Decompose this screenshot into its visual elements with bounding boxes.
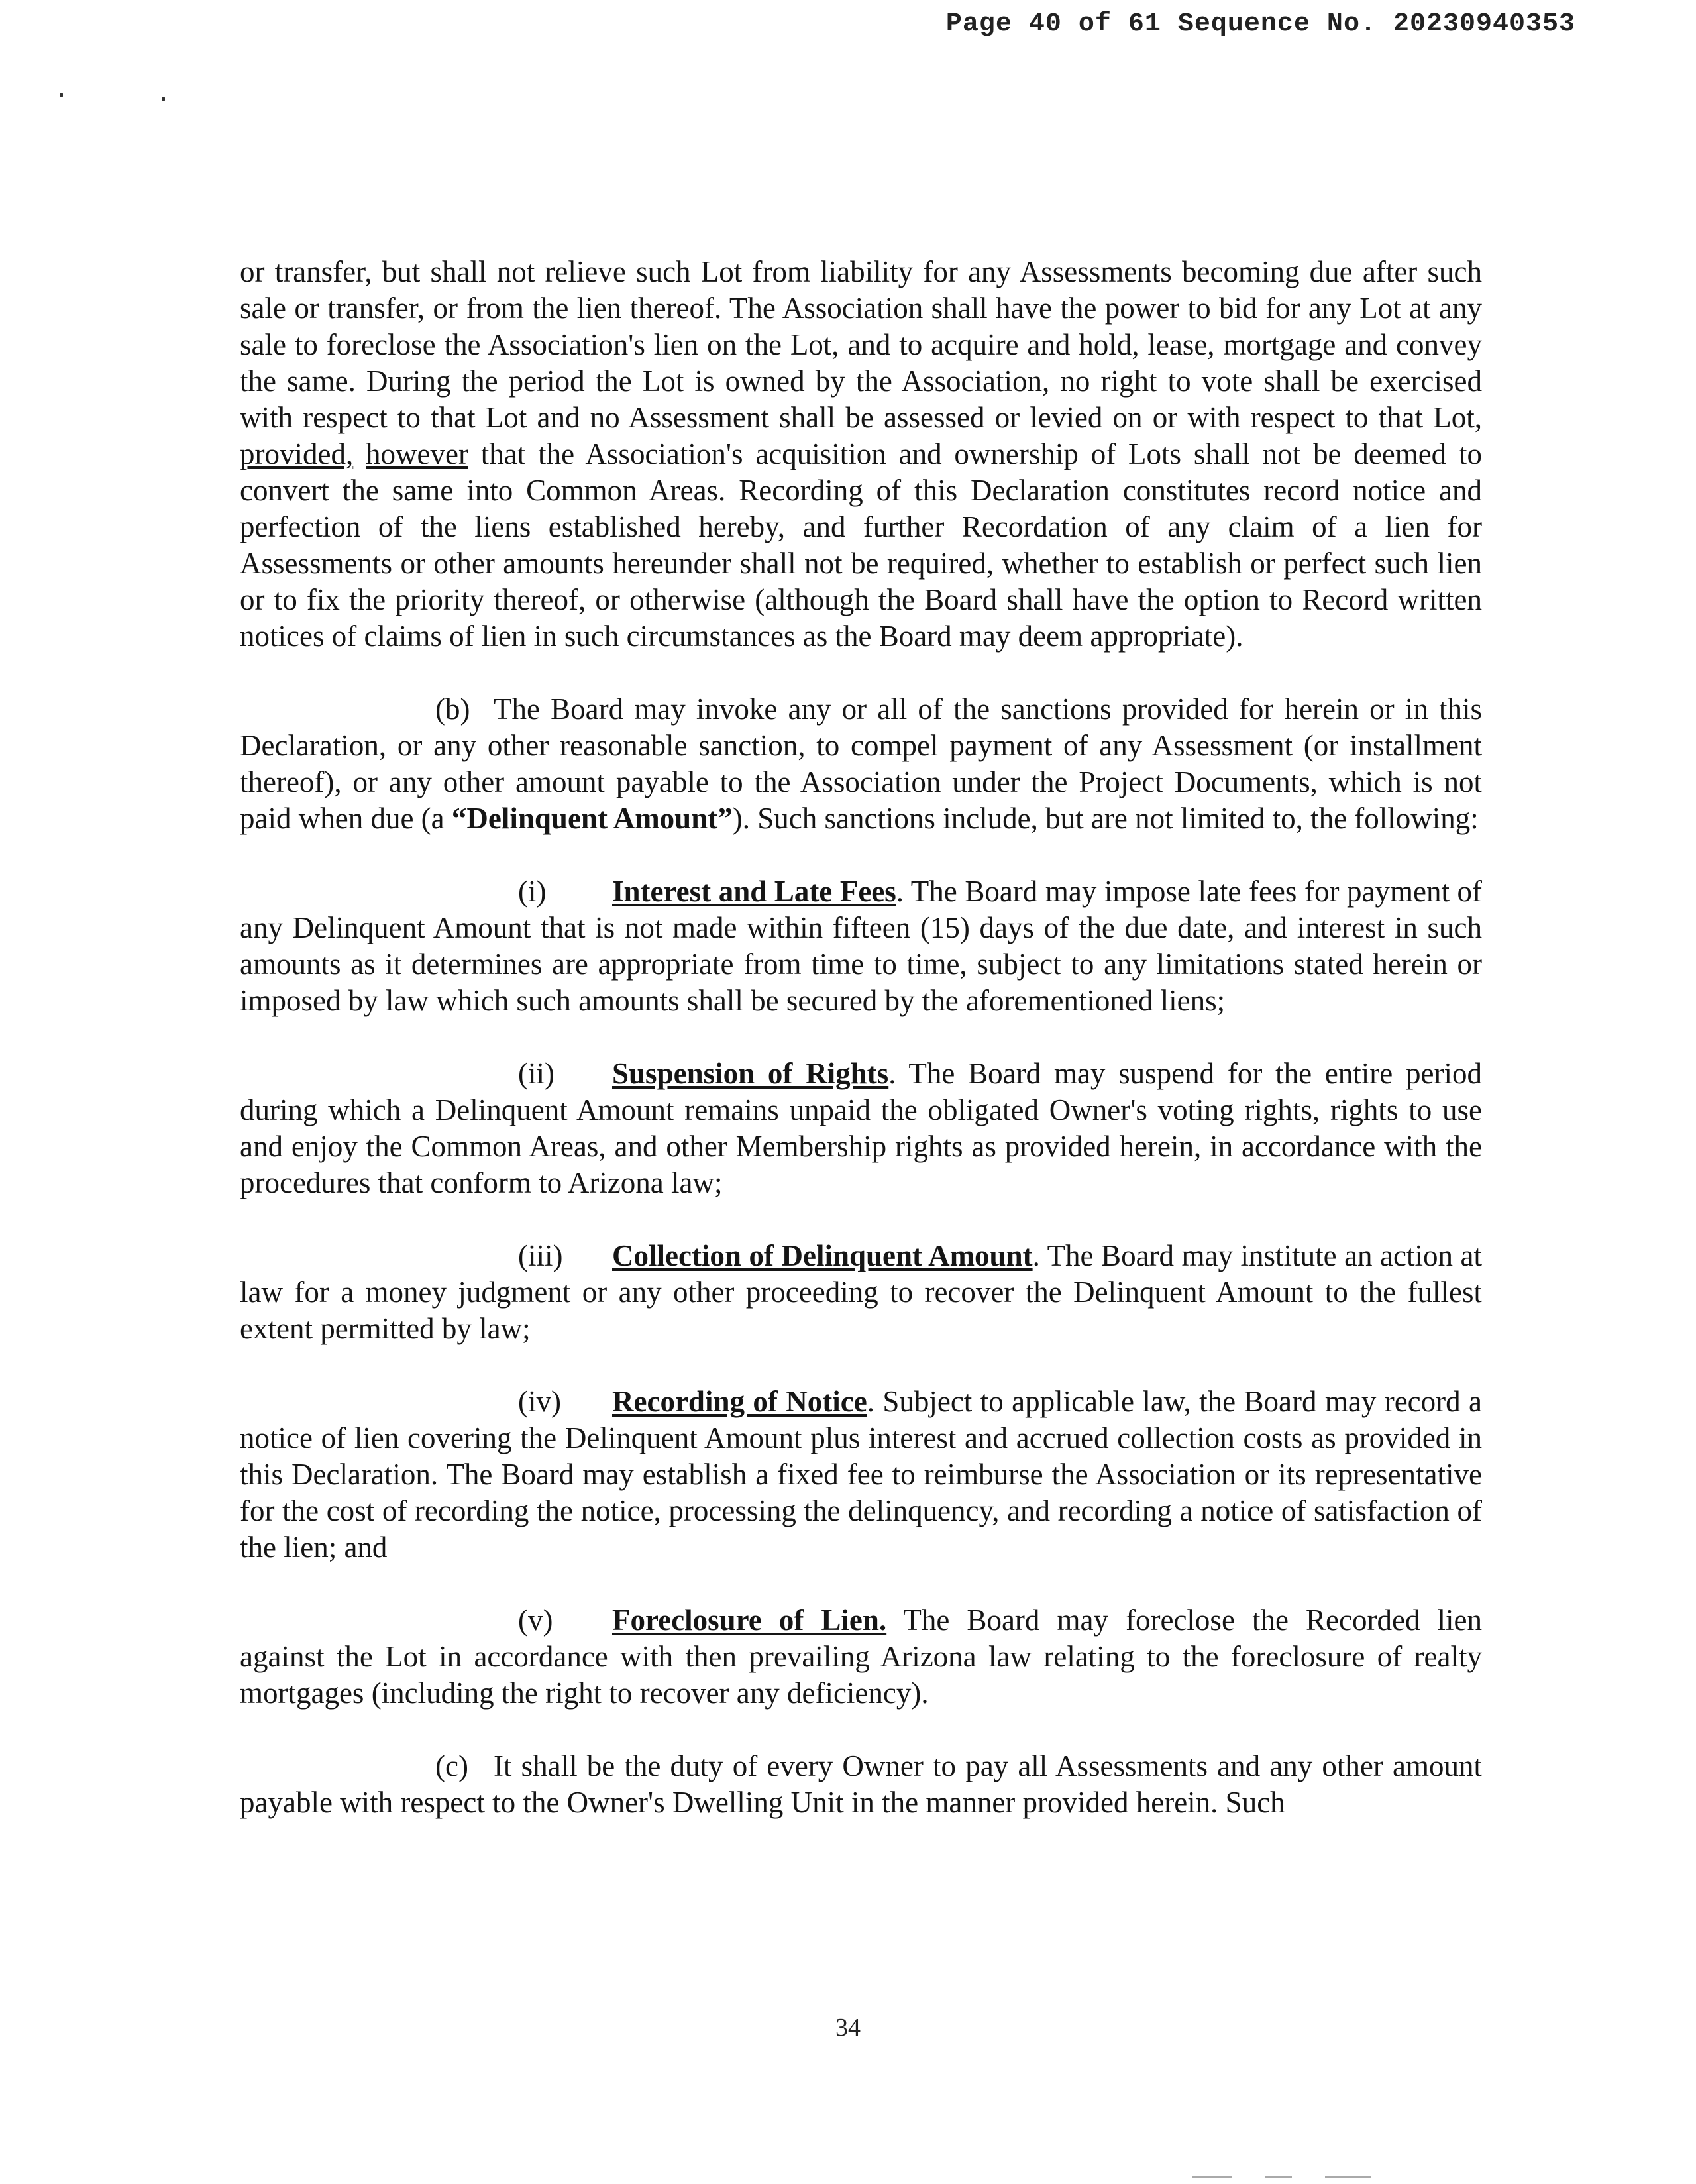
document-body [240,254,1482,1821]
paragraph-iv: (iv) Recording of Notice. Subject to applicable law, the Board may record a notice of lien covering the Delinquent Amount plus interest and accrued collection costs as provided in this Declaration. The Board may establish a fixed fee to reimburse the Association or its representative for the cost of recording the notice, processing the delinquency, and recording a notice of satisfaction of the lien; and [240,1385,1482,1564]
paragraph-label: (i) [518,875,547,908]
defined-term: “Delinquent Amount” [451,802,733,835]
page-number: 34 [835,2014,861,2042]
paragraph-label: (v) [518,1604,553,1637]
paragraph-label: (iii) [518,1239,563,1272]
paragraph-continuation: or transfer, but shall not relieve such Lot from liability for any Assessments becoming due after such sale or transfer, or from the lien thereof. The Association shall have the power to bid for any Lot at any sale to foreclose the Association's lien on the Lot, and to acquire and hold, lease, mortgage and convey the same. During the period the Lot is owned by the Association, no right to vote shall be exercised with respect to that Lot and no Assessment shall be assessed or levied on or with respect to that Lot, provided, however that the Association's acquisition and ownership of Lots shall not be deemed to convert the same into Common Areas. Recording of this Declaration constitutes record notice and perfection of the liens established hereby, and further Recordation of any claim of a lien for Assessments or other amounts hereunder shall not be required, whether to establish or perfect such lien or to fix the priority thereof, or otherwise (although the Board shall have the option to Record written notices of claims of lien in such circumstances as the Board may deem appropriate). [240,255,1483,653]
paragraph-label: (iv) [518,1385,561,1418]
page-header: Page 40 of 61 Sequence No. 20230940353 [945,9,1575,39]
section-heading: Suspension of Rights [612,1057,889,1090]
scan-speck [162,97,165,101]
paragraph-iii: (iii) Collection of Delinquent Amount. The Board may institute an action at law for a money judgment or any other proceeding to recover the Delinquent Amount to the fullest extent permitted by law; [240,1239,1483,1345]
paragraph-ii: (ii) Suspension of Rights. The Board may suspend for the entire period during which a Delinquent Amount remains unpaid the obligated Owner's voting rights, rights to use and enjoy the Common Areas, and other Membership rights as provided herein, in accordance with the procedures that conform to Arizona law; [240,1057,1482,1199]
paragraph-v: (v) Foreclosure of Lien. The Board may foreclose the Recorded lien against the Lot in accordance with then prevailing Arizona law relating to the foreclosure of realty mortgages (including the right to recover any deficiency). [240,1604,1482,1710]
emphasis-however: however [366,437,468,470]
scan-artifact-marks [1192,2176,1391,2180]
scan-speck [60,93,63,97]
section-heading: Foreclosure of Lien. [612,1604,887,1637]
paragraph-b: (b) The Board may invoke any or all of the sanctions provided for herein or in this Declaration, or any other reasonable sanction, to compel payment of any Assessment (or installment thereof), or any other amount payable to the Association under the Project Documents, which is not paid when due (a “Delinquent Amount”). Such sanctions include, but are not limited to, the following: [240,692,1482,835]
paragraph-c: (c) It shall be the duty of every Owner to pay all Assessments and any other amount payable with respect to the Owner's Dwelling Unit in the manner provided herein. Such [240,1749,1482,1819]
paragraph-label: (c) [435,1749,468,1782]
section-heading: Collection of Delinquent Amount [612,1239,1033,1272]
section-heading: Recording of Notice [612,1385,867,1418]
paragraph-label: (ii) [518,1057,555,1090]
paragraph-i: (i) Interest and Late Fees. The Board may impose late fees for payment of any Delinquent Amount that is not made within fifteen (15) days of the due date, and interest in such amounts as it determines are appropriate from time to time, subject to any limitations stated herein or imposed by law which such amounts shall be secured by the aforementioned liens; [240,875,1482,1017]
paragraph-label: (b) [435,692,470,726]
section-heading: Interest and Late Fees [612,875,896,908]
emphasis-provided: provided, [240,437,354,470]
